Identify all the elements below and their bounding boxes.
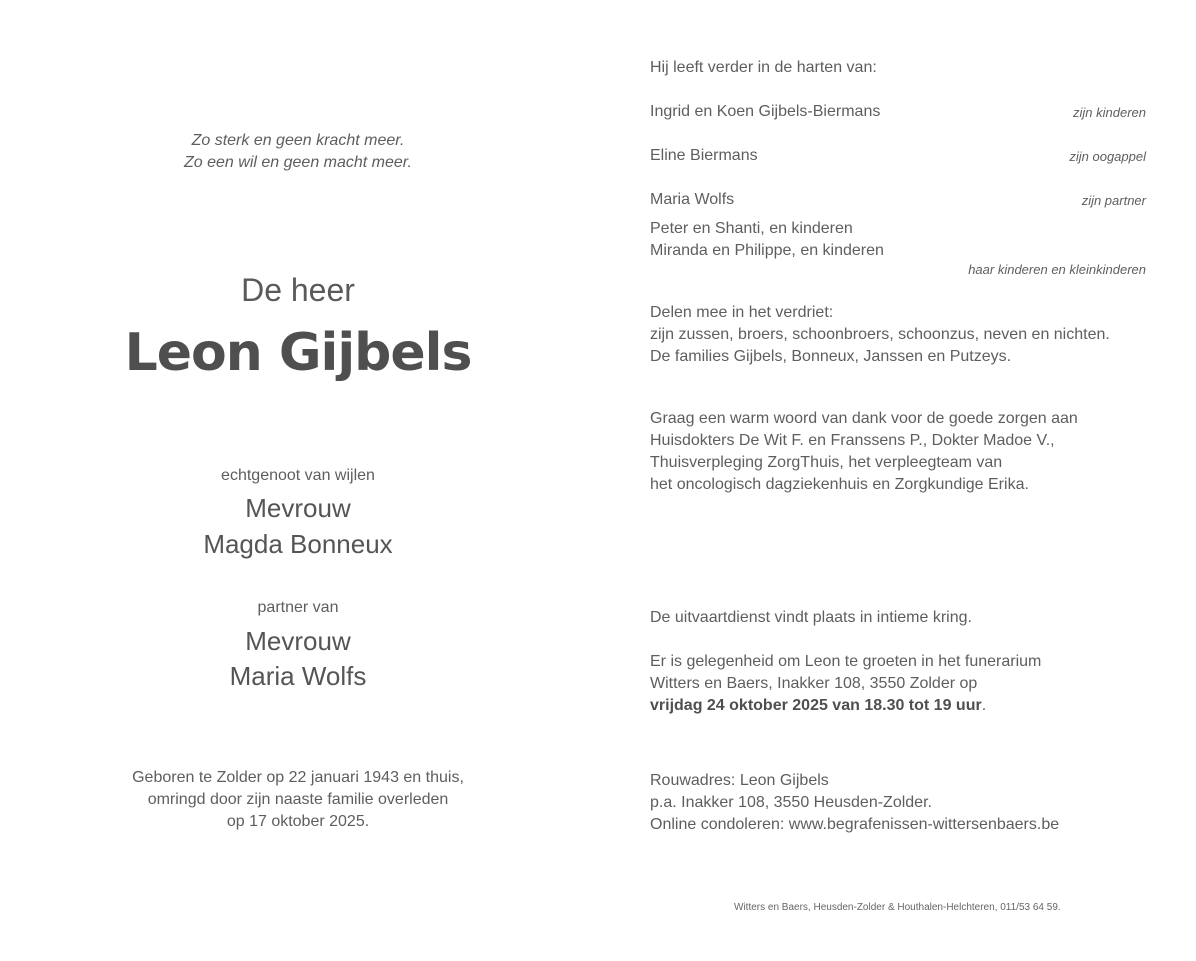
thanks-line: Huisdokters De Wit F. en Franssens P., Dokter Madoe V., [650, 432, 1055, 449]
thanks-section [650, 408, 1078, 496]
birth-death-text [0, 767, 596, 833]
partner-child-line: Peter en Shanti, en kinderen [650, 220, 853, 237]
visitation-date-line [650, 695, 1041, 717]
relative-role: zijn oogappel [1069, 149, 1146, 164]
address-line: p.a. Inakker 108, 3550 Heusden-Zolder. [650, 794, 932, 811]
partner-children-role: haar kinderen en kleinkinderen [968, 262, 1146, 277]
relative-role: zijn partner [1081, 193, 1146, 208]
spouse-title: Mevrouw [245, 493, 351, 523]
grief-line: zijn zussen, broers, schoonbroers, schoonzus, neven en nichten. [650, 326, 1110, 343]
thanks-line: Thuisverpleging ZorgThuis, het verpleegteam van [650, 454, 1003, 471]
visitation-line: Er is gelegenheid om Leon te groeten in het funerarium [650, 653, 1042, 670]
service-text: De uitvaartdienst vindt plaats in intieme kring. [650, 609, 972, 626]
visitation-date: vrijdag 24 oktober 2025 van 18.30 tot 19 uur [650, 697, 982, 714]
relative-name: Ingrid en Koen Gijbels-Biermans [650, 103, 881, 120]
title-prefix: De heer [241, 272, 355, 308]
partner-name: Maria Wolfs [229, 661, 367, 691]
visitation-date-end: . [981, 697, 987, 714]
thanks-line: het oncologisch dagziekenhuis en Zorgkundige Erika. [650, 476, 1029, 493]
quote-line: Zo een wil en geen macht meer. [184, 154, 412, 171]
relative-name: Eline Biermans [650, 147, 758, 164]
condolence-link[interactable]: Online condoleren: www.begrafenissen-wittersenbaers.be [650, 816, 1060, 833]
relative-row [650, 101, 1146, 123]
partner-children [650, 218, 884, 262]
visitation-line: Witters en Baers, Inakker 108, 3550 Zolder op [650, 675, 978, 692]
relative-row [650, 145, 1146, 167]
mourning-address [650, 770, 1059, 836]
birth-death-line: Geboren te Zolder op 22 januari 1943 en thuis, [132, 769, 464, 786]
grief-line: Delen mee in het verdriet: [650, 304, 834, 321]
deceased-name: Leon Gijbels [124, 323, 472, 383]
relative-role: zijn kinderen [1073, 105, 1146, 120]
relative-row [650, 189, 1146, 211]
relative-name: Maria Wolfs [650, 191, 735, 208]
relatives-intro: Hij leeft verder in de harten van: [650, 59, 877, 76]
partner-title: Mevrouw [245, 626, 351, 656]
spouse-name: Magda Bonneux [203, 529, 393, 559]
thanks-line: Graag een warm woord van dank voor de goede zorgen aan [650, 410, 1078, 427]
birth-death-line: omringd door zijn naaste familie overleden [147, 791, 449, 808]
memorial-quote [0, 130, 596, 174]
partner-child-line: Miranda en Philippe, en kinderen [650, 242, 884, 259]
grief-line: De families Gijbels, Bonneux, Janssen en Putzeys. [650, 348, 1012, 365]
birth-death-line: op 17 oktober 2025. [226, 813, 370, 830]
spouse-label: echtgenoot van wijlen [221, 467, 375, 484]
funeral-home-footer: Witters en Baers, Heusden-Zolder & Houthalen-Helchteren, 011/53 64 59. [734, 902, 1061, 913]
partner-label: partner van [257, 599, 339, 616]
visitation-section [650, 651, 1041, 717]
address-line: Rouwadres: Leon Gijbels [650, 772, 829, 789]
grief-section [650, 302, 1110, 368]
quote-line: Zo sterk en geen kracht meer. [191, 132, 405, 149]
